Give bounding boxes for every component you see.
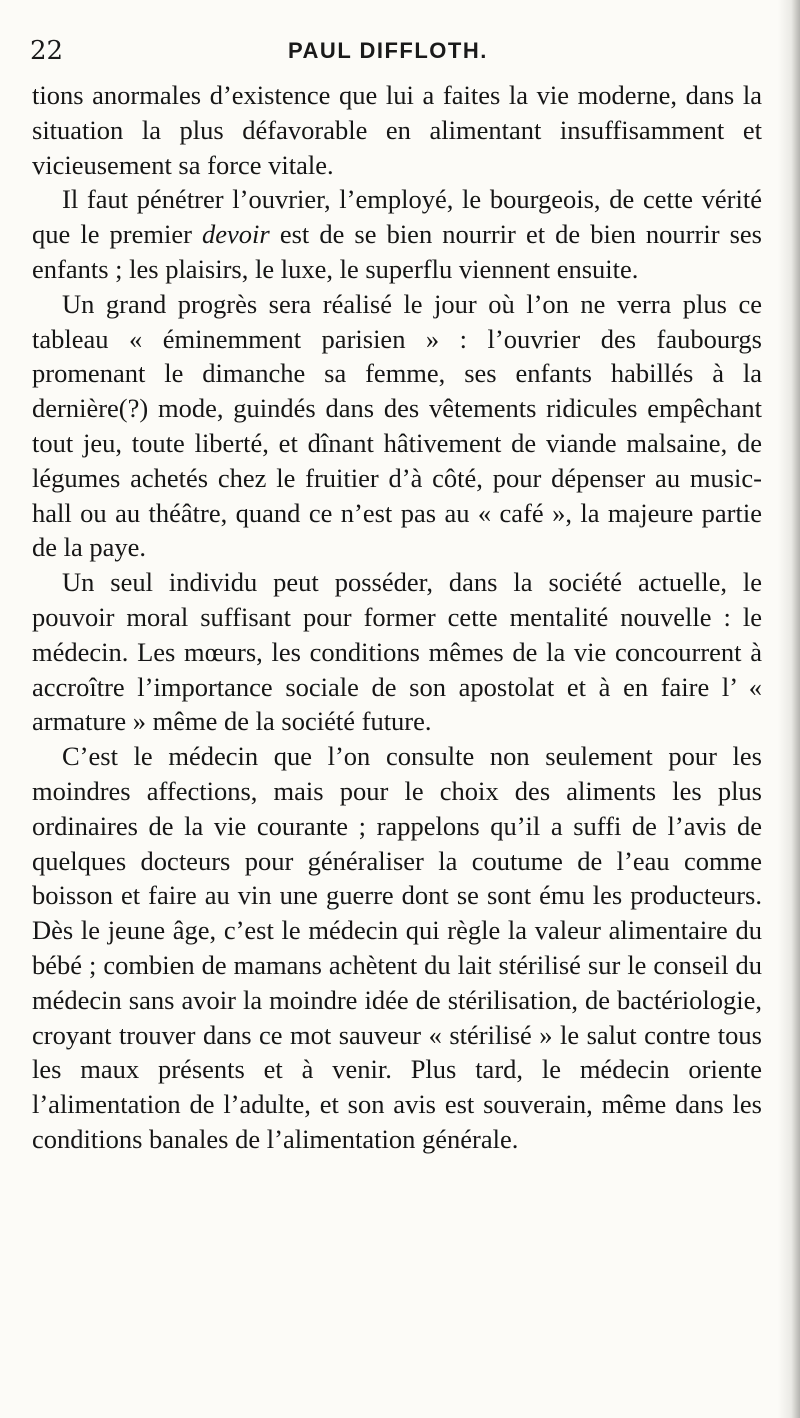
paragraph-consultation: C’est le médecin que l’on consulte non seulement pour les moindres affections, mais pour le choix des aliments les plus ordinaires de la vie courante ; rappelons qu’il a suffi de l’avis de quelques docteurs pour généraliser la coutume de l’eau comme boisson et faire au vin une guerre dont se sont ému les producteurs. Dès le jeune âge, c’est le médecin qui règle la valeur alimentaire du bébé ; combien de mamans achètent du lait stérilisé sur le conseil du médecin sans avoir la moindre idée de stérilisation, de bactériologie, croyant trouver dans ce mot sauveur « stérilisé » le salut contre tous les maux présents et à venir. Plus tard, le médecin oriente l’alimentation de l’adulte, et son avis est souverain, même dans les conditions banales de l’alimentation générale.	[32, 741, 762, 1154]
paragraph-medecin: Un seul individu peut posséder, dans la société actuelle, le pouvoir moral suffisant pour former cette mentalité nouvelle : le médecin. Les mœurs, les conditions mêmes de la vie concourrent à accroître l’importance sociale de son apostolat et à en faire l’ « armature » même de la société future.	[32, 567, 762, 737]
body-text	[32, 78, 762, 1157]
emphasized-word: devoir	[202, 219, 270, 250]
paragraph-text-before: Il faut pénétrer l’ouvrier, l’employé, le bourgeois, de cette vérité que le premier	[32, 184, 762, 250]
paragraph-text-after: est de se bien nourrir et de bien nourrir ses enfants ; les plaisirs, le luxe, le superflu viennent ensuite.	[32, 219, 762, 284]
running-head: PAUL DIFFLOTH.	[288, 38, 488, 63]
page-edge-shadow	[778, 0, 800, 1418]
page-number: 22	[30, 36, 64, 66]
paragraph-tableau: Un grand progrès sera réalisé le jour où l’on ne verra plus ce tableau « éminemment parisien » : l’ouvrier des faubourgs promenant le dimanche sa femme, ses enfants habillés à la dernière(?) mode, guindés dans des vêtements ridicules empêchant tout jeu, toute liberté, et dînant hâtivement de viande malsaine, de légumes achetés chez le fruitier d’à côté, pour dépenser au music-hall ou au théâtre, quand ce n’est pas au « café », la majeure partie de la paye.	[32, 288, 762, 563]
page-header	[30, 36, 770, 72]
paragraph-devoir	[32, 182, 762, 286]
paragraph-continuation: tions anormales d’existence que lui a faites la vie moderne, dans la situation la plus défavorable en alimentant insuffisamment et vicieusement sa force vitale.	[32, 80, 762, 180]
